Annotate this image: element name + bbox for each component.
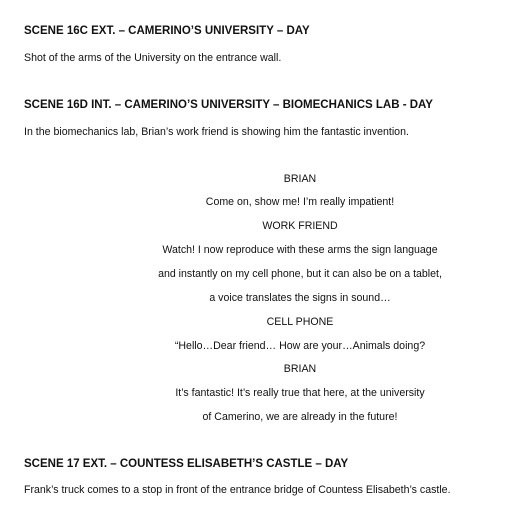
character-name-brian: BRIAN: [283, 173, 317, 185]
scene-action-16c: Shot of the arms of the University on the entrance wall.: [24, 52, 282, 64]
scene-heading-16d: SCENE 16D INT. – CAMERINO’S UNIVERSITY – BIOMECHANICS LAB - DAY: [24, 99, 433, 111]
dialog-line: and instantly on my cell phone, but it can also be on a tablet,: [158, 268, 442, 280]
character-name-cell-phone: CELL PHONE: [266, 316, 334, 328]
character-name-work-friend: WORK FRIEND: [262, 220, 338, 232]
dialog-line: of Camerino, we are already in the future!: [202, 411, 398, 423]
scene-heading-16c: SCENE 16C EXT. – CAMERINO’S UNIVERSITY – DAY: [24, 25, 310, 37]
dialog-line: “Hello…Dear friend… How are your…Animals doing?: [174, 340, 426, 352]
dialog-line: a voice translates the signs in sound…: [209, 292, 391, 304]
scene-action-16d: In the biomechanics lab, Brian’s work friend is showing him the fantastic invention.: [24, 126, 409, 138]
dialog-line: Watch! I now reproduce with these arms the sign language: [162, 244, 438, 256]
scene-heading-17: SCENE 17 EXT. – COUNTESS ELISABETH’S CASTLE – DAY: [24, 458, 349, 470]
dialog-line: Come on, show me! I’m really impatient!: [205, 196, 395, 208]
character-name-brian: BRIAN: [283, 363, 317, 375]
dialog-line: It’s fantastic! It’s really true that here, at the university: [175, 387, 425, 399]
scene-action-17: Frank’s truck comes to a stop in front of the entrance bridge of Countess Elisabeth’s castle.: [24, 484, 451, 496]
